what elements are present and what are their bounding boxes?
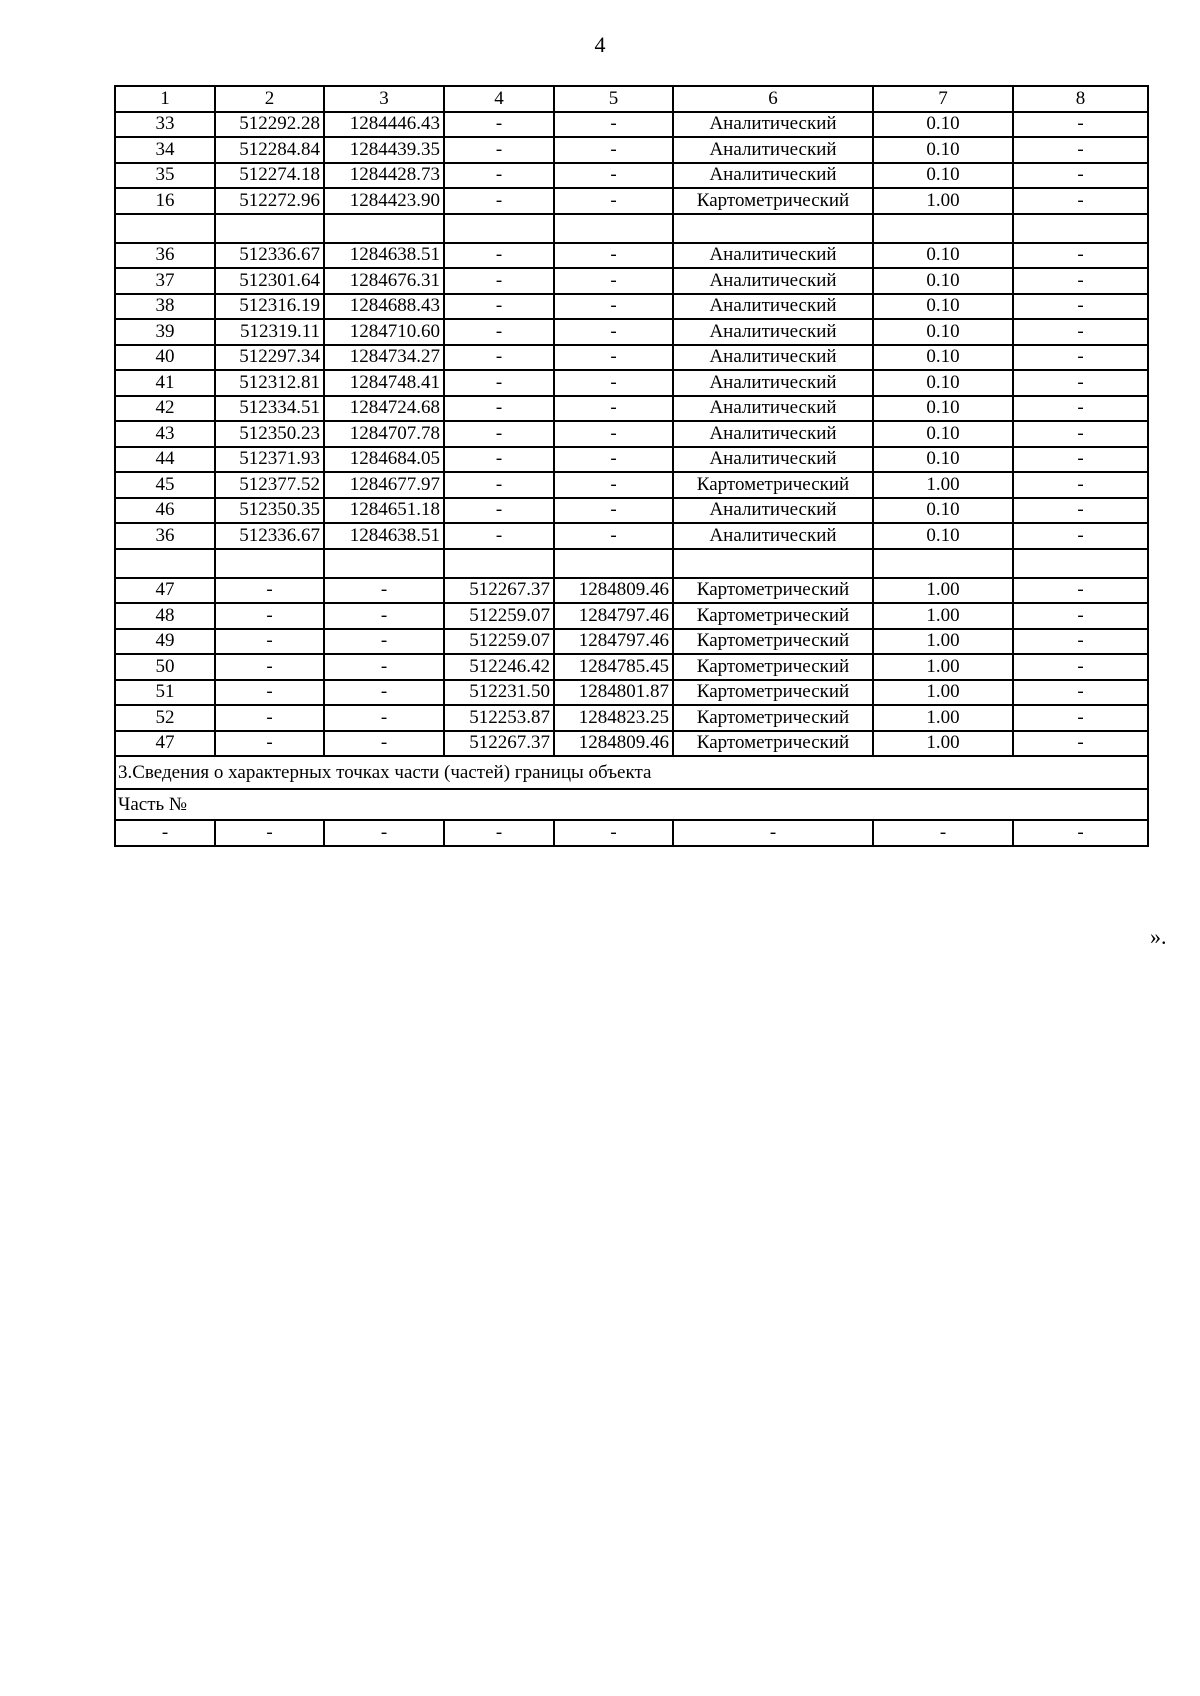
- table-cell: 1284710.60: [324, 319, 444, 345]
- table-cell: 0.10: [873, 112, 1013, 138]
- table-cell: 50: [115, 654, 215, 680]
- table-cell: 1.00: [873, 188, 1013, 214]
- table-cell: -: [215, 680, 324, 706]
- table-cell: Аналитический: [673, 370, 873, 396]
- table-cell: 16: [115, 188, 215, 214]
- table-cell: 48: [115, 603, 215, 629]
- table-cell: Аналитический: [673, 112, 873, 138]
- table-cell: -: [444, 137, 554, 163]
- table-row: [115, 472, 1148, 498]
- section-title: 3.Сведения о характерных точках части (частей) границы объекта: [115, 756, 1148, 789]
- table-cell: 512292.28: [215, 112, 324, 138]
- table-cell: 1.00: [873, 654, 1013, 680]
- table-row: [115, 603, 1148, 629]
- table-cell: 1284785.45: [554, 654, 673, 680]
- table-cell: -: [215, 820, 324, 846]
- table-cell: -: [1013, 523, 1148, 549]
- table-cell: -: [444, 523, 554, 549]
- table-cell: 512231.50: [444, 680, 554, 706]
- table-cell: -: [1013, 319, 1148, 345]
- table-cell: 36: [115, 243, 215, 269]
- table-cell: -: [673, 820, 873, 846]
- table-cell: 512371.93: [215, 447, 324, 473]
- table-cell: 512316.19: [215, 294, 324, 320]
- table-cell: 512259.07: [444, 629, 554, 655]
- table-cell: 1284684.05: [324, 447, 444, 473]
- table-cell: 49: [115, 629, 215, 655]
- table-cell: 512350.35: [215, 498, 324, 524]
- table-cell: 512334.51: [215, 396, 324, 422]
- table-cell: -: [554, 268, 673, 294]
- table-row: [115, 421, 1148, 447]
- table-cell: -: [115, 820, 215, 846]
- table-row: [115, 188, 1148, 214]
- table-cell: -: [1013, 294, 1148, 320]
- table-row: [115, 396, 1148, 422]
- table-cell: 1284423.90: [324, 188, 444, 214]
- table-cell: 0.10: [873, 421, 1013, 447]
- table-separator-row: [115, 214, 1148, 243]
- table-cell: -: [1013, 345, 1148, 371]
- table-row: [115, 345, 1148, 371]
- table-cell: 37: [115, 268, 215, 294]
- table-cell: [215, 214, 324, 243]
- table-cell: 44: [115, 447, 215, 473]
- table-cell: -: [554, 421, 673, 447]
- table-cell: -: [215, 654, 324, 680]
- table-cell: Аналитический: [673, 268, 873, 294]
- table-cell: Картометрический: [673, 705, 873, 731]
- table-row: [115, 243, 1148, 269]
- table-cell: 1284676.31: [324, 268, 444, 294]
- table-cell: 1284677.97: [324, 472, 444, 498]
- table-cell: [115, 214, 215, 243]
- page-number: 4: [594, 32, 606, 57]
- table-cell: 512377.52: [215, 472, 324, 498]
- table-cell: 512274.18: [215, 163, 324, 189]
- table-cell: 38: [115, 294, 215, 320]
- table-cell: -: [444, 163, 554, 189]
- table-cell: -: [444, 188, 554, 214]
- table-cell: 1284651.18: [324, 498, 444, 524]
- table-cell: -: [1013, 603, 1148, 629]
- table-cell: 35: [115, 163, 215, 189]
- header-cell: 8: [1013, 86, 1148, 112]
- table-cell: 0.10: [873, 345, 1013, 371]
- table-cell: -: [554, 163, 673, 189]
- table-cell: 512312.81: [215, 370, 324, 396]
- table-row: [115, 112, 1148, 138]
- table-cell: 1284748.41: [324, 370, 444, 396]
- table-cell: Картометрический: [673, 578, 873, 604]
- table-cell: 1284724.68: [324, 396, 444, 422]
- table-cell: -: [554, 188, 673, 214]
- table-cell: 512350.23: [215, 421, 324, 447]
- table-cell: 512253.87: [444, 705, 554, 731]
- table-cell: -: [873, 820, 1013, 846]
- table-cell: 0.10: [873, 243, 1013, 269]
- table-cell: -: [1013, 243, 1148, 269]
- table-cell: 43: [115, 421, 215, 447]
- table-cell: -: [1013, 268, 1148, 294]
- header-cell: 2: [215, 86, 324, 112]
- table-cell: -: [444, 396, 554, 422]
- table-cell: -: [554, 345, 673, 371]
- table-row: [115, 137, 1148, 163]
- table-row: [115, 319, 1148, 345]
- table-cell: -: [324, 680, 444, 706]
- table-cell: -: [1013, 498, 1148, 524]
- table-cell: [324, 549, 444, 578]
- table-cell: 0.10: [873, 447, 1013, 473]
- table-cell: -: [554, 523, 673, 549]
- table-cell: -: [215, 629, 324, 655]
- table-cell: [115, 549, 215, 578]
- table-cell: -: [1013, 396, 1148, 422]
- table-cell: 42: [115, 396, 215, 422]
- coordinates-table-wrapper: [114, 85, 1149, 847]
- table-row: [115, 370, 1148, 396]
- table-row: [115, 447, 1148, 473]
- table-cell: 1.00: [873, 603, 1013, 629]
- table-row: [115, 163, 1148, 189]
- table-cell: 1.00: [873, 680, 1013, 706]
- table-cell: 0.10: [873, 294, 1013, 320]
- table-cell: 0.10: [873, 319, 1013, 345]
- table-row: [115, 523, 1148, 549]
- table-row: [115, 629, 1148, 655]
- table-cell: -: [554, 498, 673, 524]
- table-row: [115, 654, 1148, 680]
- table-cell: Аналитический: [673, 447, 873, 473]
- table-row: [115, 578, 1148, 604]
- table-cell: 512267.37: [444, 731, 554, 757]
- table-cell: -: [444, 268, 554, 294]
- table-cell: -: [554, 447, 673, 473]
- table-cell: -: [1013, 472, 1148, 498]
- table-cell: 0.10: [873, 523, 1013, 549]
- table-cell: 47: [115, 578, 215, 604]
- table-cell: -: [554, 294, 673, 320]
- table-cell: [873, 214, 1013, 243]
- table-cell: Аналитический: [673, 498, 873, 524]
- table-cell: 51: [115, 680, 215, 706]
- table-cell: 0.10: [873, 163, 1013, 189]
- table-cell: -: [324, 705, 444, 731]
- closing-quote: ».: [1150, 924, 1167, 949]
- table-cell: Картометрический: [673, 603, 873, 629]
- table-cell: -: [215, 578, 324, 604]
- table-cell: -: [1013, 137, 1148, 163]
- table-cell: 512301.64: [215, 268, 324, 294]
- table-cell: 0.10: [873, 370, 1013, 396]
- part-label: Часть №: [115, 789, 1148, 820]
- table-cell: -: [444, 472, 554, 498]
- header-cell: 3: [324, 86, 444, 112]
- section-title-row: [115, 756, 1148, 789]
- table-cell: -: [1013, 163, 1148, 189]
- table-cell: -: [444, 421, 554, 447]
- table-cell: Аналитический: [673, 319, 873, 345]
- table-cell: -: [215, 603, 324, 629]
- table-cell: [444, 549, 554, 578]
- table-cell: Аналитический: [673, 421, 873, 447]
- table-cell: 1284428.73: [324, 163, 444, 189]
- table-cell: -: [324, 654, 444, 680]
- table-cell: -: [444, 243, 554, 269]
- table-cell: Аналитический: [673, 163, 873, 189]
- table-cell: 1284707.78: [324, 421, 444, 447]
- table-cell: -: [1013, 731, 1148, 757]
- header-cell: 1: [115, 86, 215, 112]
- table-cell: 41: [115, 370, 215, 396]
- table-cell: 46: [115, 498, 215, 524]
- table-cell: -: [444, 820, 554, 846]
- table-cell: 1284797.46: [554, 629, 673, 655]
- table-cell: -: [444, 447, 554, 473]
- table-cell: -: [1013, 447, 1148, 473]
- table-cell: -: [554, 370, 673, 396]
- header-cell: 7: [873, 86, 1013, 112]
- table-cell: [324, 214, 444, 243]
- table-cell: [873, 549, 1013, 578]
- table-cell: -: [1013, 421, 1148, 447]
- table-cell: 512259.07: [444, 603, 554, 629]
- table-cell: -: [324, 629, 444, 655]
- table-cell: [554, 549, 673, 578]
- header-cell: 4: [444, 86, 554, 112]
- table-cell: 1.00: [873, 629, 1013, 655]
- table-cell: [1013, 214, 1148, 243]
- table-cell: 1.00: [873, 578, 1013, 604]
- table-cell: -: [554, 243, 673, 269]
- table-row: [115, 680, 1148, 706]
- table-cell: -: [1013, 654, 1148, 680]
- table-cell: Картометрический: [673, 654, 873, 680]
- table-separator-row: [115, 549, 1148, 578]
- table-cell: 34: [115, 137, 215, 163]
- table-row: [115, 268, 1148, 294]
- table-cell: -: [554, 112, 673, 138]
- table-cell: 1284439.35: [324, 137, 444, 163]
- table-cell: -: [444, 345, 554, 371]
- table-cell: 1284688.43: [324, 294, 444, 320]
- table-cell: 512319.11: [215, 319, 324, 345]
- table-cell: 0.10: [873, 268, 1013, 294]
- header-cell: 5: [554, 86, 673, 112]
- table-cell: [444, 214, 554, 243]
- table-cell: 1284638.51: [324, 523, 444, 549]
- table-cell: 1284809.46: [554, 731, 673, 757]
- table-cell: 512336.67: [215, 523, 324, 549]
- table-cell: Аналитический: [673, 137, 873, 163]
- table-cell: 0.10: [873, 396, 1013, 422]
- table-cell: 512272.96: [215, 188, 324, 214]
- table-cell: Картометрический: [673, 629, 873, 655]
- table-cell: [554, 214, 673, 243]
- table-cell: 1284446.43: [324, 112, 444, 138]
- table-cell: Аналитический: [673, 243, 873, 269]
- table-cell: 47: [115, 731, 215, 757]
- table-cell: 512336.67: [215, 243, 324, 269]
- table-row: [115, 294, 1148, 320]
- table-cell: -: [554, 137, 673, 163]
- table-cell: -: [554, 820, 673, 846]
- table-cell: -: [324, 603, 444, 629]
- table-cell: -: [554, 319, 673, 345]
- table-cell: Аналитический: [673, 294, 873, 320]
- table-cell: -: [324, 820, 444, 846]
- table-cell: -: [215, 705, 324, 731]
- table-cell: -: [1013, 112, 1148, 138]
- table-row: [115, 705, 1148, 731]
- table-cell: -: [324, 578, 444, 604]
- table-cell: [673, 549, 873, 578]
- table-cell: 512267.37: [444, 578, 554, 604]
- table-header-row: [115, 86, 1148, 112]
- table-cell: 0.10: [873, 498, 1013, 524]
- table-cell: -: [324, 731, 444, 757]
- table-cell: -: [444, 294, 554, 320]
- table-cell: -: [1013, 820, 1148, 846]
- table-cell: Аналитический: [673, 396, 873, 422]
- header-cell: 6: [673, 86, 873, 112]
- table-cell: 1284801.87: [554, 680, 673, 706]
- table-cell: Картометрический: [673, 731, 873, 757]
- table-cell: Картометрический: [673, 472, 873, 498]
- table-row: [115, 498, 1148, 524]
- table-cell: -: [1013, 705, 1148, 731]
- table-cell: 1.00: [873, 731, 1013, 757]
- table-cell: 1.00: [873, 472, 1013, 498]
- table-cell: 512284.84: [215, 137, 324, 163]
- table-cell: -: [1013, 188, 1148, 214]
- table-cell: 512246.42: [444, 654, 554, 680]
- table-cell: -: [1013, 629, 1148, 655]
- table-cell: 40: [115, 345, 215, 371]
- table-cell: -: [1013, 578, 1148, 604]
- table-cell: 1284809.46: [554, 578, 673, 604]
- table-row: [115, 731, 1148, 757]
- table-cell: [215, 549, 324, 578]
- part-label-row: [115, 789, 1148, 820]
- table-cell: -: [1013, 370, 1148, 396]
- table-cell: Картометрический: [673, 188, 873, 214]
- table-cell: Аналитический: [673, 345, 873, 371]
- table-cell: [673, 214, 873, 243]
- table-cell: 1284638.51: [324, 243, 444, 269]
- table-cell: -: [444, 498, 554, 524]
- table-cell: [1013, 549, 1148, 578]
- table-cell: 512297.34: [215, 345, 324, 371]
- table-cell: 45: [115, 472, 215, 498]
- table-cell: -: [444, 112, 554, 138]
- table-cell: Аналитический: [673, 523, 873, 549]
- table-cell: -: [444, 370, 554, 396]
- table-cell: -: [215, 731, 324, 757]
- table-cell: 39: [115, 319, 215, 345]
- table-cell: 0.10: [873, 137, 1013, 163]
- table-cell: 33: [115, 112, 215, 138]
- table-cell: -: [444, 319, 554, 345]
- table-cell: 1284823.25: [554, 705, 673, 731]
- table-body: [115, 86, 1148, 846]
- coordinates-table: [114, 85, 1149, 847]
- table-cell: -: [554, 396, 673, 422]
- table-row: [115, 820, 1148, 846]
- table-cell: 1284734.27: [324, 345, 444, 371]
- table-cell: 1284797.46: [554, 603, 673, 629]
- table-cell: -: [1013, 680, 1148, 706]
- table-cell: 36: [115, 523, 215, 549]
- table-cell: -: [554, 472, 673, 498]
- table-cell: 52: [115, 705, 215, 731]
- table-cell: Картометрический: [673, 680, 873, 706]
- table-cell: 1.00: [873, 705, 1013, 731]
